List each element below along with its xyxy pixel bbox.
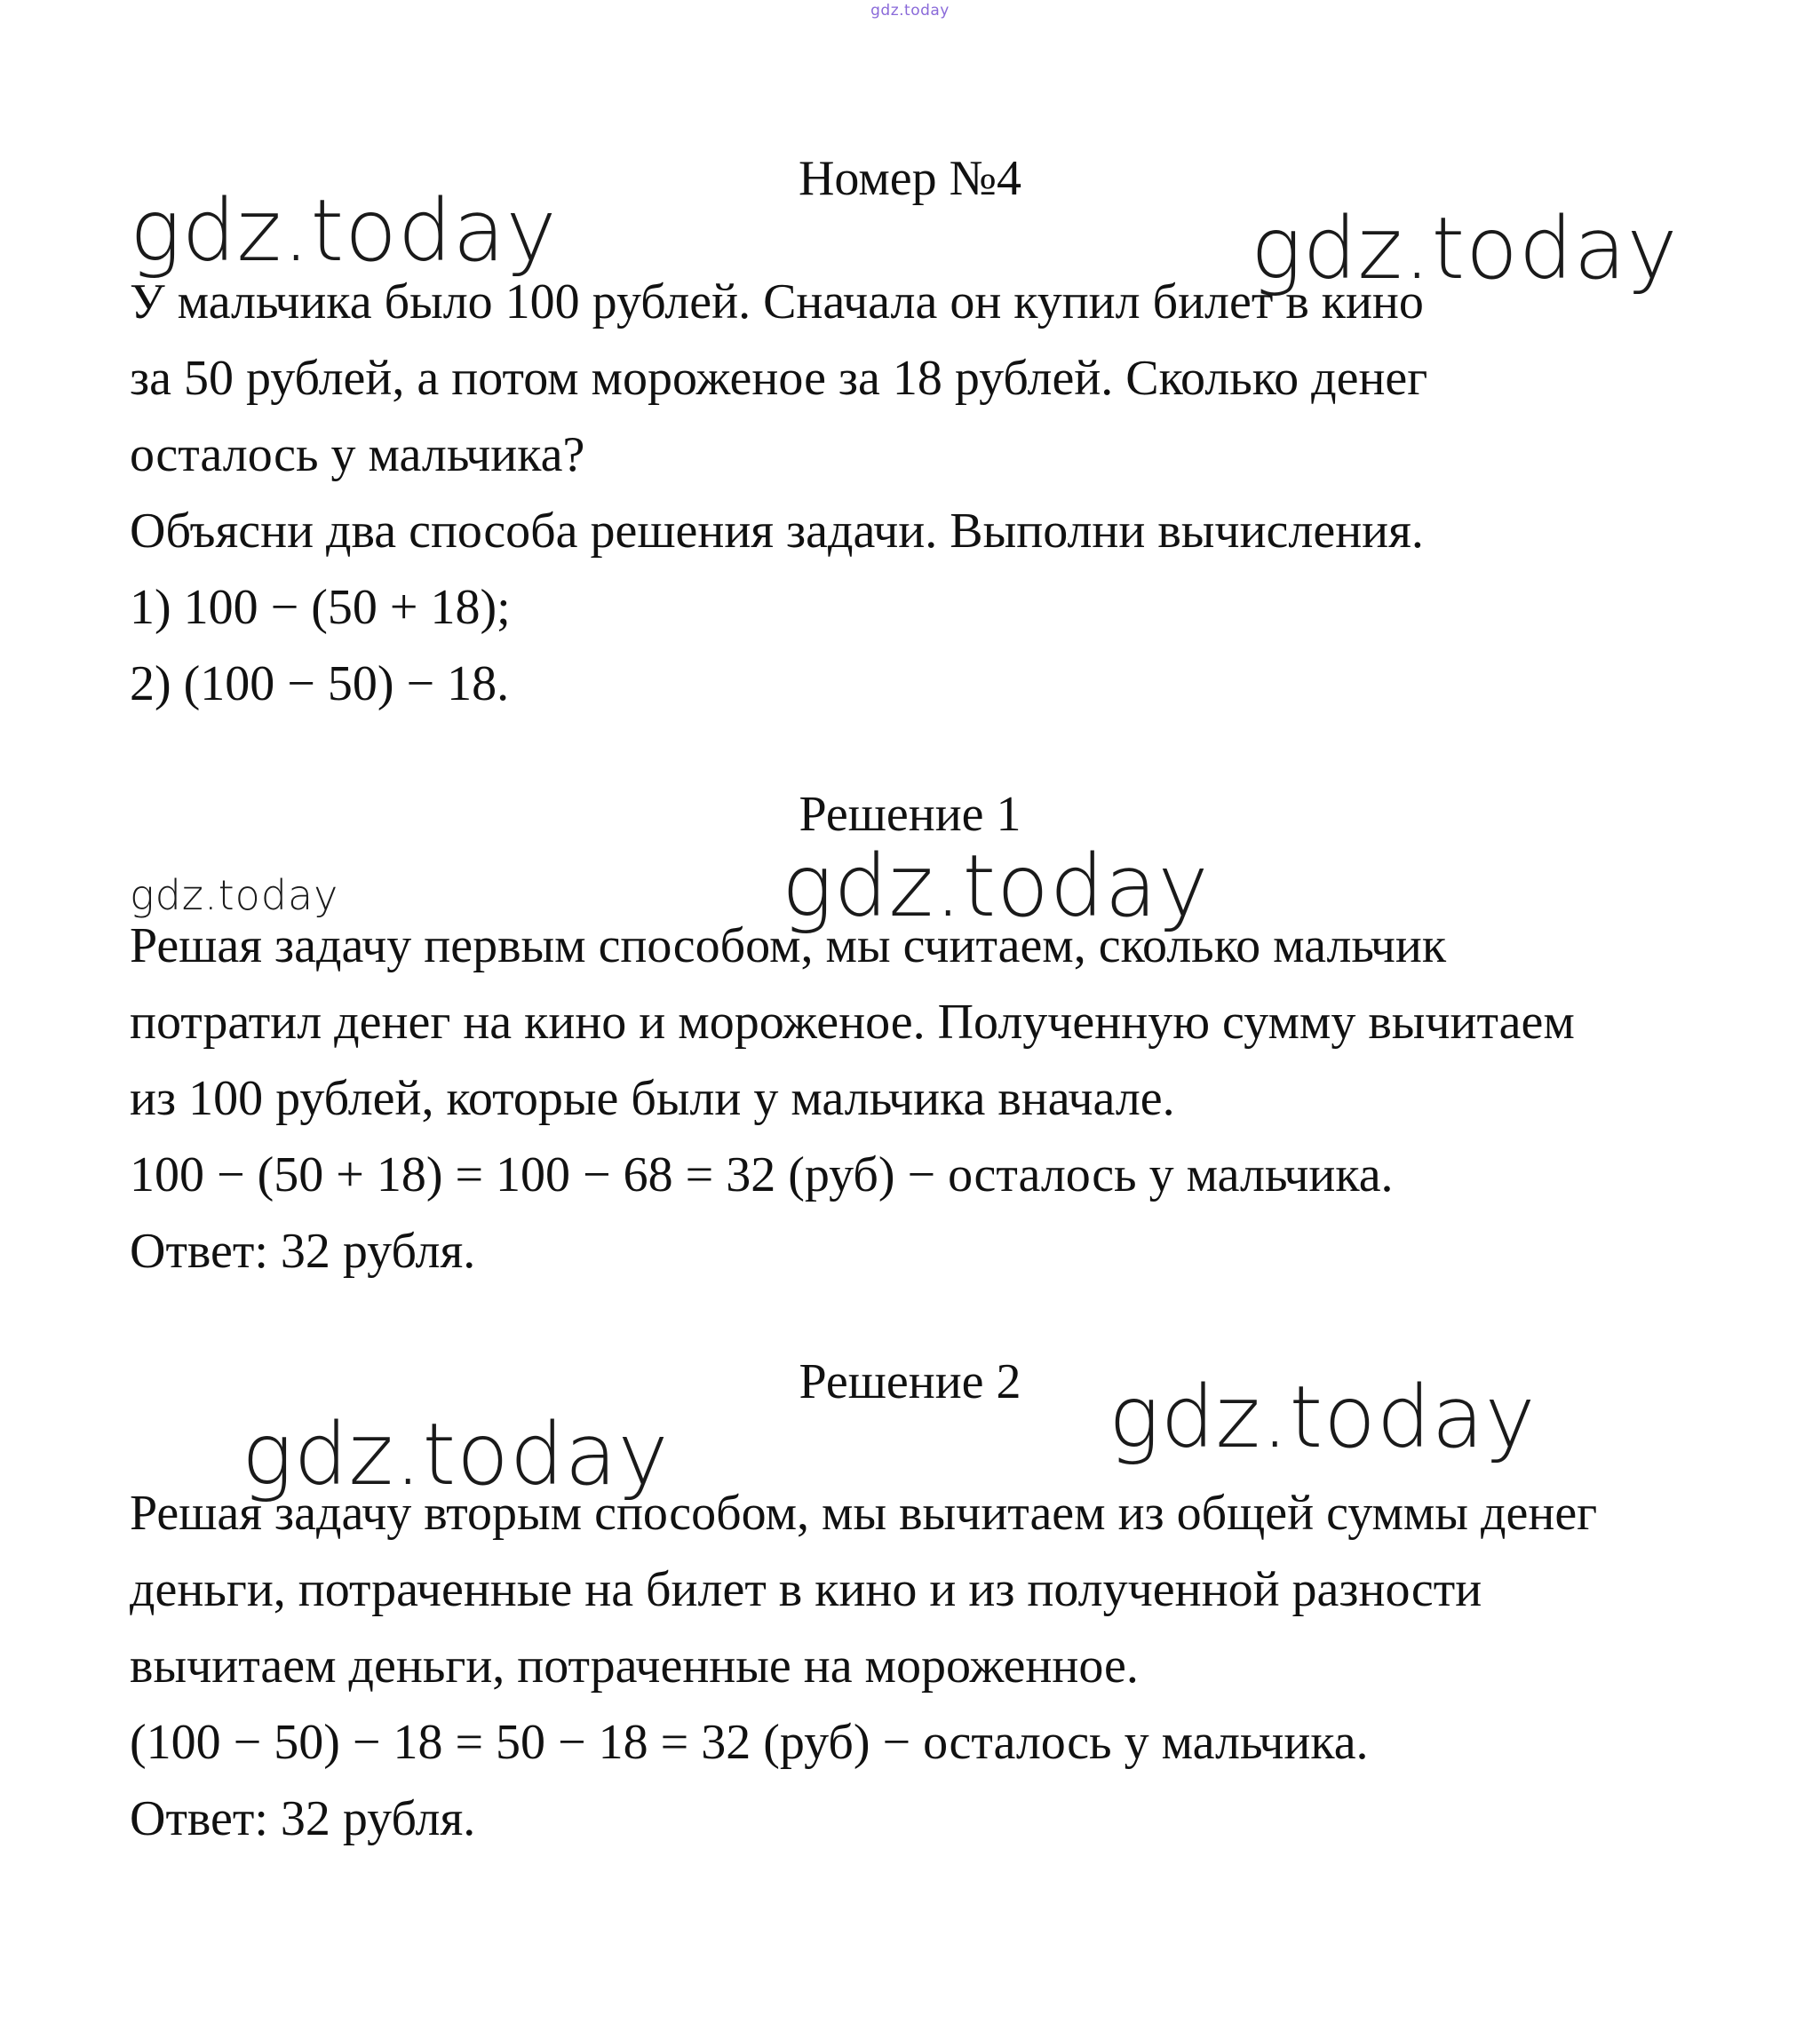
task-line: У мальчика было 100 рублей. Сначала он купил билет в кино (130, 274, 1424, 329)
task-formula-2: 2) (100 − 50) − 18. (130, 656, 510, 711)
solution1-line: из 100 рублей, которые были у мальчика вначале. (130, 1071, 1175, 1126)
solution2-heading: Решение 2 (799, 1354, 1021, 1409)
watermark: gdz.today (782, 837, 1210, 936)
solution2-answer: Ответ: 32 рубля. (130, 1791, 476, 1846)
watermark: gdz.today (242, 1405, 670, 1504)
watermark: gdz.today (1109, 1368, 1537, 1467)
task-heading: Номер №4 (798, 151, 1022, 206)
task-line: Объясни два способа решения задачи. Выполни вычисления. (130, 504, 1424, 559)
solution2-line: Решая задачу вторым способом, мы вычитаем из общей суммы денег (130, 1486, 1598, 1541)
task-line: за 50 рублей, а потом мороженое за 18 рублей. Сколько денег (130, 351, 1428, 406)
solution2-line: деньги, потраченные на билет в кино и из полученной разности (130, 1562, 1482, 1617)
watermark: gdz.today (1251, 199, 1679, 298)
solution1-line: потратил денег на кино и мороженое. Полученную сумму вычитаем (130, 995, 1575, 1050)
watermark: gdz.today (130, 181, 558, 281)
solution1-equation: 100 − (50 + 18) = 100 − 68 = 32 (руб) − осталось у мальчика. (130, 1147, 1394, 1202)
solution1-answer: Ответ: 32 рубля. (130, 1224, 476, 1279)
solution2-line: вычитаем деньги, потраченные на мороженное. (130, 1638, 1139, 1694)
task-formula-1: 1) 100 − (50 + 18); (130, 580, 511, 635)
solution2-equation: (100 − 50) − 18 = 50 − 18 = 32 (руб) − осталось у мальчика. (130, 1715, 1369, 1770)
solution1-line: Решая задачу первым способом, мы считаем, сколько мальчик (130, 918, 1447, 973)
task-line: осталось у мальчика? (130, 427, 585, 482)
solution1-heading: Решение 1 (799, 787, 1021, 842)
watermark: gdz.today (130, 871, 339, 919)
top-watermark: gdz.today (870, 2, 950, 20)
